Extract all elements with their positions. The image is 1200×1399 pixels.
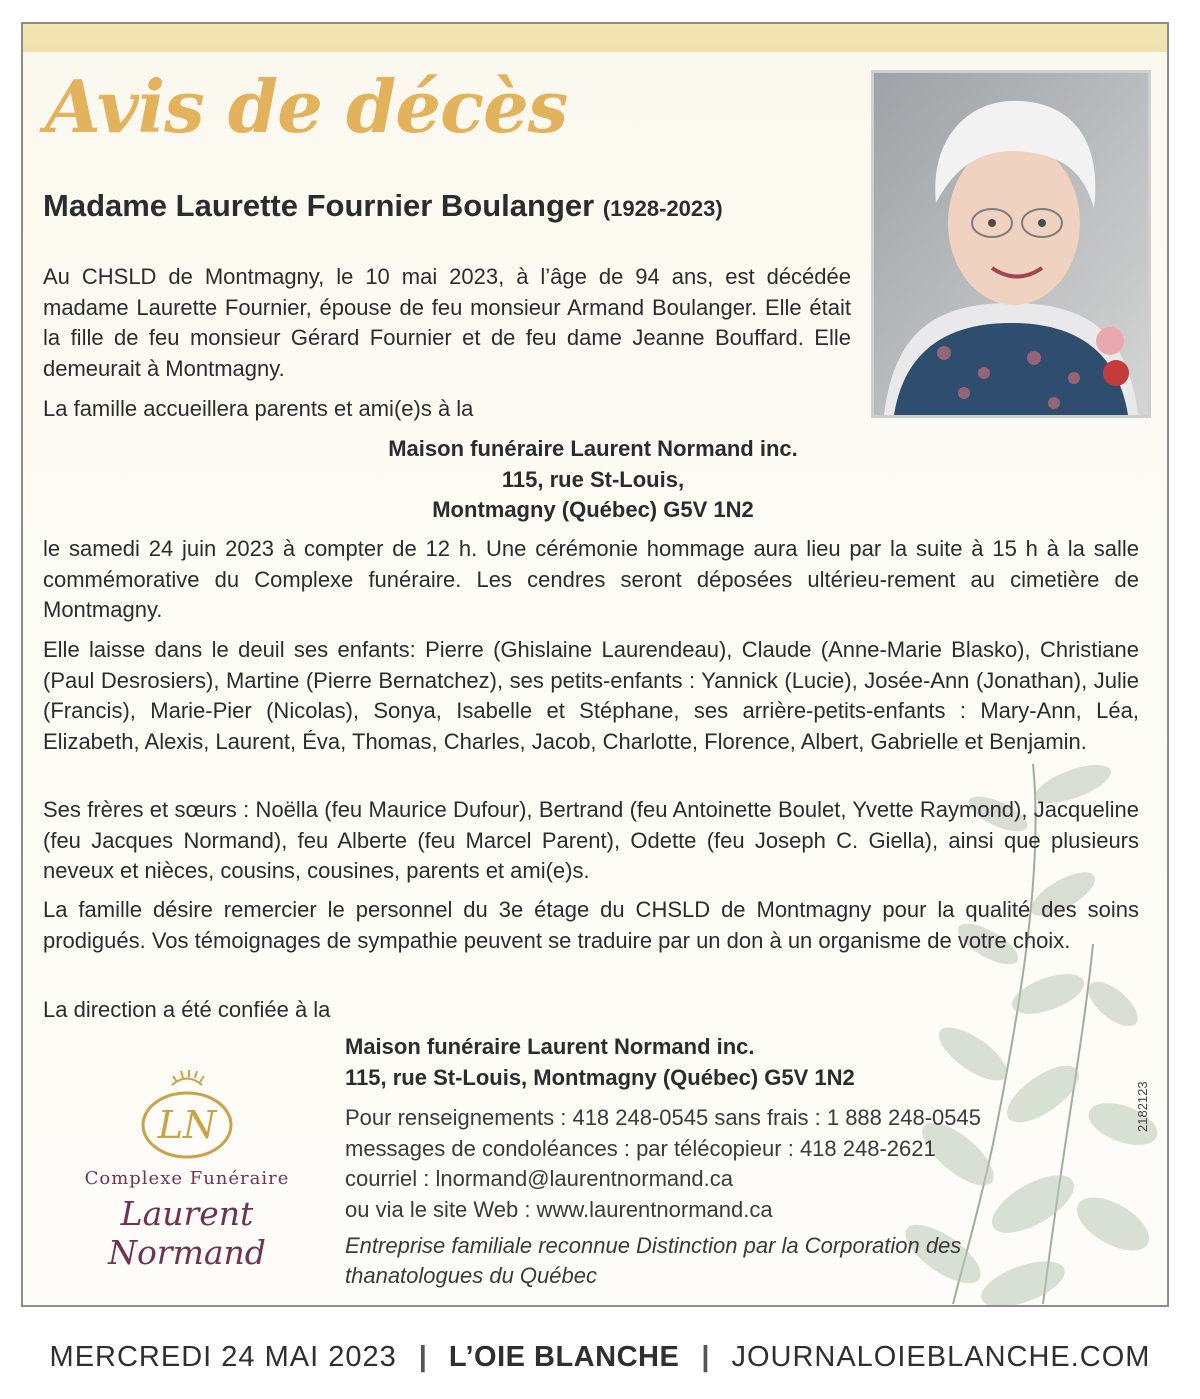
deceased-name: Madame Laurette Fournier Boulanger xyxy=(43,188,595,223)
contact-web: ou via le site Web : www.laurentnormand.ca xyxy=(345,1196,773,1222)
obituary-card xyxy=(21,22,1169,1307)
paragraph-family: Elle laisse dans le deuil ses enfants: Pierre (Ghislaine Laurendeau), Claude (Anne-Marie Blasko), Christiane (Paul Desrosiers), Martine (Pierre Bernatchez), ses petits-enfants : Yannick (Lucie), Josée-Ann (Jonathan), Julie (Francis), Marie-Pier (Nicolas), Sonya, Isabelle et Stéphane, ses arrière-petits-enfants : Mary-Ann, Léa, Elizabeth, Alexis, Laurent, Éva, Thomas, Charles, Jacob, Charlotte, Florence, Albert, Gabrielle et Benjamin. xyxy=(43,637,1139,754)
funeral-home-logo xyxy=(37,1070,337,1272)
paragraph-thanks: La famille désire remercier le personnel du 3e étage du CHSLD de Montmagny pour la qualité des soins prodigués. Vos témoignages de sympathie peuvent se traduire par un don à un organisme de votre choix. xyxy=(43,897,1139,953)
venue-city: Montmagny (Québec) G5V 1N2 xyxy=(432,497,754,522)
logo-monogram-icon xyxy=(37,1070,337,1170)
portrait-photo xyxy=(871,70,1151,418)
contact-info-phone: Pour renseignements : 418 248-0545 sans frais : 1 888 248-0545 xyxy=(345,1105,981,1130)
logo-line1: Complexe Funéraire xyxy=(84,1168,290,1189)
venue-name: Maison funéraire Laurent Normand inc. xyxy=(388,436,798,461)
deceased-years: (1928-2023) xyxy=(602,196,723,221)
footer-date: MERCREDI 24 MAI 2023 xyxy=(49,1340,397,1373)
contact-block xyxy=(345,1032,1145,1291)
paragraph-direction: La direction a été confiée à la xyxy=(43,997,331,1022)
newspaper-footer xyxy=(0,1335,1200,1379)
top-decorative-band xyxy=(23,24,1167,52)
contact-address: 115, rue St-Louis, Montmagny (Québec) G5V 1N2 xyxy=(345,1064,855,1090)
contact-spacer xyxy=(345,1093,1145,1103)
contact-email: courriel : lnormand@laurentnormand.ca xyxy=(345,1166,733,1191)
contact-condolences: messages de condoléances : par télécopieur : 418 248-2621 xyxy=(345,1135,936,1161)
venue-street: 115, rue St-Louis, xyxy=(501,466,685,492)
deceased-name-line xyxy=(43,188,723,224)
footer-newspaper-name: L’OIE BLANCHE xyxy=(448,1340,680,1373)
ad-reference-code: 2182123 xyxy=(1135,1081,1150,1132)
paragraph-death: Au CHSLD de Montmagny, le 10 mai 2023, à l’âge de 94 ans, est décédée madame Laurette Fournier, épouse de feu monsieur Armand Boulanger. Elle était la fille de feu monsieur Gérard Fournier et de feu dame Jeanne Bouffard. Elle demeurait à Montmagny. xyxy=(43,264,851,381)
paragraph-ceremony: le samedi 24 juin 2023 à compter de 12 h. Une cérémonie hommage aura lieu par la suite à 15 h à la salle commémorative du Complexe funéraire. Les cendres seront déposées ultérieu-rement au cimetière de Montmagny. xyxy=(43,536,1139,622)
contact-name: Maison funéraire Laurent Normand inc. xyxy=(345,1034,755,1059)
footer-separator: | xyxy=(418,1340,427,1373)
paragraph-siblings: Ses frères et sœurs : Noëlla (feu Maurice Dufour), Bertrand (feu Antoinette Boulet, Yvette Raymond), Jacqueline (feu Jacques Normand), feu Alberte (feu Marcel Parent), Odette (feu Joseph C. Giella), ainsi que plusieurs neveux et nièces, cousins, cousines, parents et ami(e)s. xyxy=(43,797,1139,883)
venue-block xyxy=(223,434,963,526)
logo-line2: Laurent Normand xyxy=(108,1194,266,1272)
paragraph-visitation-intro: La famille accueillera parents et ami(e)s à la xyxy=(43,396,474,421)
page-title: Avis de décès xyxy=(45,64,568,149)
contact-tagline-1: Entreprise familiale reconnue Distinction par la Corporation des xyxy=(345,1233,962,1258)
footer-separator: | xyxy=(701,1340,710,1373)
portrait-illustration xyxy=(874,73,1148,415)
contact-tagline-2: thanatologues du Québec xyxy=(345,1263,597,1288)
footer-website: JOURNALOIEBLANCHE.COM xyxy=(731,1340,1151,1373)
logo-monogram-text: LN xyxy=(157,1103,217,1147)
